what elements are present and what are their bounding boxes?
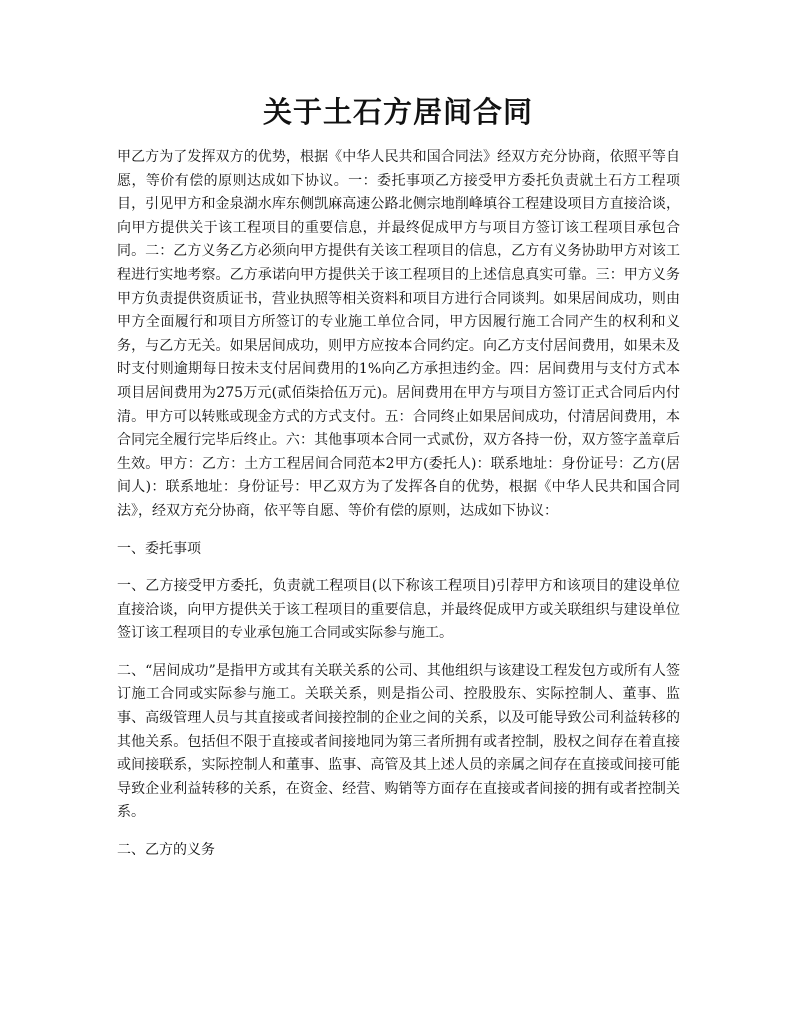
document-title: 关于土石方居间合同 <box>262 95 533 129</box>
document-body <box>117 146 680 877</box>
intro-paragraph: 甲乙方为了发挥双方的优势，根据《中华人民共和国合同法》经双方充分协商，依照平等自愿，等价有偿的原则达成如下协议。一：委托事项乙方接受甲方委托负责就土石方工程项目，引见甲方和金泉湖水库东侧凯麻高速公路北侧宗地削峰填谷工程建设项目方直接洽谈，向甲方提供关于该工程项目的重要信息，并最终促成甲方与项目方签订该工程项目承包合同。二：乙方义务乙方必须向甲方提供有关该工程项目的信息，乙方有义务协助甲方对该工程进行实地考察。乙方承诺向甲方提供关于该工程项目的上述信息真实可靠。三：甲方义务甲方负责提供资质证书，营业执照等相关资料和项目方进行合同谈判。如果居间成功，则由甲方全面履行和项目方所签订的专业施工单位合同，甲方因履行施工合同产生的权利和义务，与乙方无关。如果居间成功，则甲方应按本合同约定。向乙方支付居间费用，如果未及时支付则逾期每日按未支付居间费用的1%向乙方承担违约金。四：居间费用与支付方式本项目居间费用为275万元(贰佰柒拾伍万元)。居间费用在甲方与项目方签订正式合同后内付清。甲方可以转账或现金方式的方式支付。五：合同终止如果居间成功，付清居间费用，本合同完全履行完毕后终止。六：其他事项本合同一式贰份，双方各持一份，双方签字盖章后生效。甲方：乙方：土方工程居间合同范本2甲方(委托人)：联系地址：身份证号：乙方(居间人)：联系地址：身份证号：甲乙双方为了发挥各自的优势，根据《中华人民共和国合同法》，经双方充分协商，依平等自愿、等价有偿的原则，达成如下协议： <box>117 149 680 519</box>
clause-paragraph-2: 二、“居间成功”是指甲方或其有关联关系的公司、其他组织与该建设工程发包方或所有人签订施工合同或实际参与施工。关联关系，则是指公司、控股股东、实际控制人、董事、监事、高级管理人员与其直接或者间接控制的企业之间的关系，以及可能导致公司利益转移的其他关系。包括但不限于直接或者间接地同为第三者所拥有或者控制，股权之间存在着直接或间接联系，实际控制人和董事、监事、高管及其上述人员的亲属之间存在直接或间接可能导致企业利益转移的关系，在资金、经营、购销等方面存在直接或者间接的拥有或者控制关系。 <box>117 662 680 821</box>
section-heading-party-b-obligations: 二、乙方的义务 <box>117 842 215 859</box>
section-heading-entrustment: 一、委托事项 <box>117 540 201 557</box>
clause-paragraph-1: 一、乙方接受甲方委托，负责就工程项目(以下称该工程项目)引荐甲方和该项目的建设单位直接洽谈，向甲方提供关于该工程项目的重要信息，并最终促成甲方或关联组织与建设单位签订该工程项目的专业承包施工合同或实际参与施工。 <box>117 578 680 642</box>
